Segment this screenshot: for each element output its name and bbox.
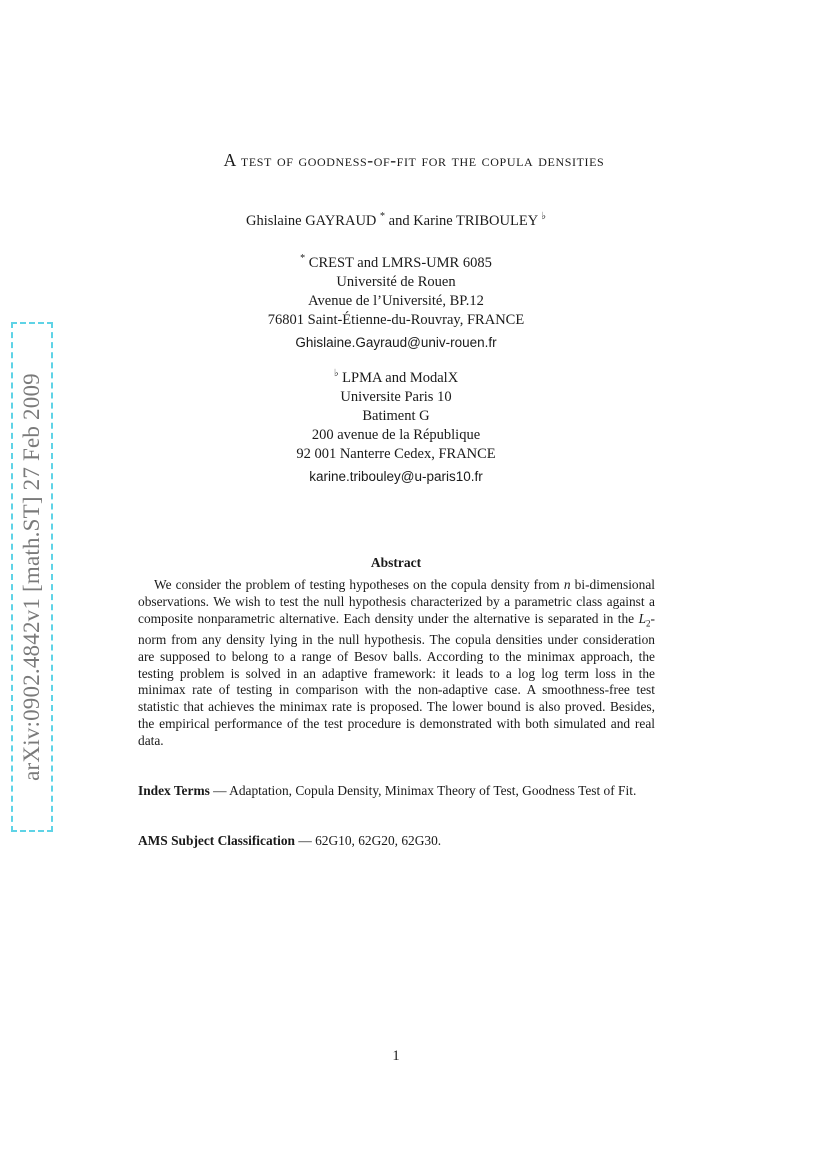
paper-title: A test of goodness-of-fit for the copula densities	[223, 150, 605, 170]
author-conjunction: and	[388, 212, 410, 229]
affiliation-2-mark: ♭	[333, 368, 339, 379]
abstract-part-1: We consider the problem of testing hypotheses on the copula density from	[154, 577, 560, 592]
affiliation-2	[0, 364, 792, 486]
abstract-part-2: bi-dimensional observations. We wish to test the null hypothesis characterized by a parametric class against a composite nonparametric alternative. Each density under the alternative is separated in the	[138, 577, 655, 626]
author-2: Karine TRIBOULEY	[413, 212, 538, 229]
affiliation-1-line-1: CREST and LMRS-UMR 6085	[308, 254, 492, 271]
index-terms-label: Index Terms	[138, 783, 210, 798]
affiliation-1-line-3: Avenue de l’Université, BP.12	[308, 292, 484, 309]
affiliation-2-email[interactable]: karine.tribouley@u-paris10.fr	[309, 468, 483, 484]
affiliation-1-mark: *	[300, 253, 306, 264]
abstract-var-n: n	[563, 577, 571, 592]
author-1-mark: *	[380, 211, 386, 222]
author-2-mark: ♭	[541, 211, 546, 222]
ams-classification	[138, 832, 655, 849]
affiliation-2-line-1: LPMA and ModalX	[342, 369, 459, 386]
author-line	[0, 211, 792, 230]
abstract-norm-sub: 2	[646, 618, 651, 629]
abstract-part-3: -norm from any density lying in the null hypothesis. The copula densities under consideration are supposed to belong to a range of Besov balls. According to the minimax approach, the testing problem is solved in an adaptive framework: it leads to a log log term loss in the minimax rate of testing in comparison with the non-adaptive case. A smoothness-free test statistic that achieves the minimax rate is proposed. The lower bound is also proved. Besides, the empirical performance of the test procedure is demonstrated with both simulated and real data.	[138, 610, 655, 748]
abstract-heading: Abstract	[370, 555, 422, 570]
page-number: 1	[392, 1048, 400, 1064]
affiliation-1-email[interactable]: Ghislaine.Gayraud@univ-rouen.fr	[295, 334, 497, 350]
arxiv-stamp-text: arXiv:0902.4842v1 [math.ST] 27 Feb 2009	[19, 373, 44, 781]
abstract-norm-l: L	[638, 610, 647, 626]
index-terms-text: — Adaptation, Copula Density, Minimax Theory of Test, Goodness Test of Fit.	[213, 783, 637, 798]
index-terms	[138, 782, 655, 799]
author-1: Ghislaine GAYRAUD	[246, 212, 377, 229]
ams-label: AMS Subject Classification	[138, 833, 295, 848]
ams-text: — 62G10, 62G20, 62G30.	[298, 833, 442, 848]
affiliation-2-line-5: 92 001 Nanterre Cedex, FRANCE	[296, 445, 496, 462]
affiliation-1-line-4: 76801 Saint-Étienne-du-Rouvray, FRANCE	[267, 311, 525, 328]
affiliation-2-line-4: 200 avenue de la République	[311, 426, 481, 443]
affiliation-2-line-3: Batiment G	[362, 407, 430, 424]
affiliation-1-line-2: Université de Rouen	[336, 273, 456, 290]
abstract-body	[138, 577, 655, 750]
affiliation-1	[0, 249, 792, 352]
affiliation-2-line-2: Universite Paris 10	[340, 388, 452, 405]
